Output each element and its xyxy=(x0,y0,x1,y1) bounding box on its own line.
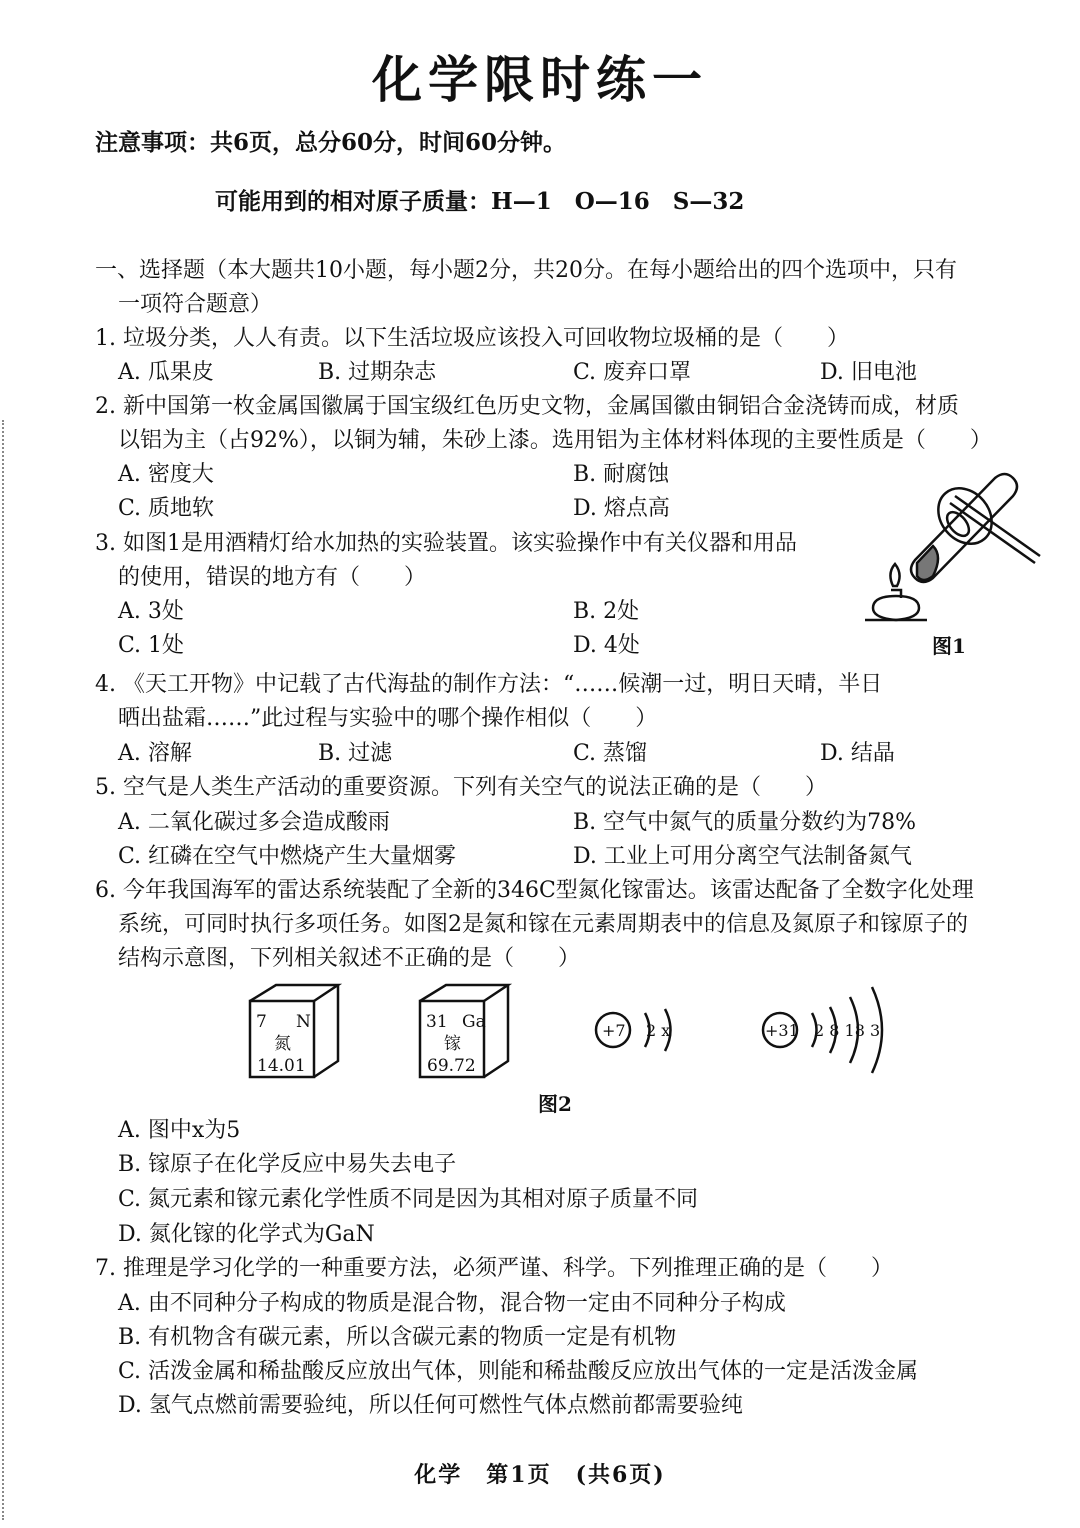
q1-option-c: C. 废弃口罩 xyxy=(573,360,692,385)
notice: 注意事项：共6页，总分60分，时间60分钟。 xyxy=(95,129,567,156)
ga-atomic-number: 31 xyxy=(426,1012,448,1032)
question-2-stem: 2. 新中国第一枚金属国徽属于国宝级红色历史文物，金属国徽由铜铝合金浇铸而成，材质 xyxy=(95,394,959,419)
n-symbol: N xyxy=(296,1012,311,1032)
question-5-stem: 5. 空气是人类生产活动的重要资源。下列有关空气的说法正确的是（ ） xyxy=(95,775,827,800)
n-nucleus-charge: +7 xyxy=(602,1021,626,1040)
q7-option-c: C. 活泼金属和稀盐酸反应放出气体，则能和稀盐酸反应放出气体的一定是活泼金属 xyxy=(118,1359,919,1384)
q3-option-d: D. 4处 xyxy=(573,633,640,658)
q5-option-c: C. 红磷在空气中燃烧产生大量烟雾 xyxy=(118,844,457,869)
q7-option-a: A. 由不同种分子构成的物质是混合物，混合物一定由不同种分子构成 xyxy=(118,1291,786,1316)
q3-option-b: B. 2处 xyxy=(573,599,640,624)
question-1-stem: 1. 垃圾分类，人人有责。以下生活垃圾应该投入可回收物垃圾桶的是（ ） xyxy=(95,326,849,351)
q4-option-b: B. 过滤 xyxy=(318,741,393,766)
page-title: 化学限时练一 xyxy=(372,50,708,109)
binding-margin xyxy=(2,420,4,1520)
alcohol-lamp xyxy=(873,596,919,620)
q3-option-c: C. 1处 xyxy=(118,633,185,658)
clamp-ring xyxy=(927,478,1002,555)
q6-option-a: A. 图中x为5 xyxy=(118,1118,241,1143)
q2-option-a: A. 密度大 xyxy=(118,462,214,487)
q2-option-c: C. 质地软 xyxy=(118,496,215,521)
n-electrons: 2 x xyxy=(646,1021,671,1040)
section-heading: 一、选择题（本大题共10小题，每小题2分，共20分。在每小题给出的四个选项中，只有 xyxy=(95,258,957,283)
ga-name: 镓 xyxy=(444,1034,461,1054)
atomic-masses: 可能用到的相对原子质量：H—1 O—16 S—32 xyxy=(215,188,745,215)
page-footer: 化学 第1页 (共6页) xyxy=(414,1462,666,1488)
q6-option-c: C. 氮元素和镓元素化学性质不同是因为其相对原子质量不同 xyxy=(118,1187,699,1212)
question-6-stem-cont2: 结构示意图，下列相关叙述不正确的是（ ） xyxy=(118,946,581,971)
question-4-stem: 4. 《天工开物》中记载了古代海盐的制作方法：“……候潮一过，明日天晴，半日 xyxy=(95,672,883,697)
question-2-stem-cont: 以铝为主（占92%），以铜为辅，朱砂上漆。选用铝为主体材料体现的主要性质是（ ） xyxy=(118,428,992,453)
q3-option-a: A. 3处 xyxy=(118,599,184,624)
q4-option-d: D. 结晶 xyxy=(820,741,895,766)
figure-2 xyxy=(230,975,910,1085)
q6-option-b: B. 镓原子在化学反应中易失去电子 xyxy=(118,1152,457,1177)
n-mass: 14.01 xyxy=(257,1056,306,1076)
figure-2-label: 图2 xyxy=(538,1092,572,1116)
ga-nucleus-charge: +31 xyxy=(765,1021,799,1040)
q2-option-d: D. 熔点高 xyxy=(573,496,670,521)
question-4-stem-cont: 晒出盐霜……”此过程与实验中的哪个操作相似（ ） xyxy=(118,706,658,731)
question-3-stem: 3. 如图1是用酒精灯给水加热的实验装置。该实验操作中有关仪器和用品 xyxy=(95,531,797,556)
section-heading-cont: 一项符合题意） xyxy=(118,292,273,317)
q4-option-c: C. 蒸馏 xyxy=(573,741,648,766)
question-6-stem: 6. 今年我国海军的雷达系统装配了全新的346C型氮化镓雷达。该雷达配备了全数字化处理 xyxy=(95,878,974,903)
question-7-stem: 7. 推理是学习化学的一种重要方法，必须严谨、科学。下列推理正确的是（ ） xyxy=(95,1256,893,1281)
ga-symbol: Ga xyxy=(462,1012,486,1032)
question-3-stem-cont: 的使用，错误的地方有（ ） xyxy=(118,565,427,590)
q1-option-a: A. 瓜果皮 xyxy=(118,360,214,385)
q5-option-d: D. 工业上可用分离空气法制备氮气 xyxy=(573,844,912,869)
question-6-stem-cont: 系统，可同时执行多项任务。如图2是氮和镓在元素周期表中的信息及氮原子和镓原子的 xyxy=(118,912,968,937)
n-atomic-number: 7 xyxy=(256,1012,267,1032)
q1-option-b: B. 过期杂志 xyxy=(318,360,437,385)
q2-option-b: B. 耐腐蚀 xyxy=(573,462,670,487)
ga-electrons: 2 8 18 3 xyxy=(814,1021,881,1040)
q7-option-b: B. 有机物含有碳元素，所以含碳元素的物质一定是有机物 xyxy=(118,1325,677,1350)
figure-1-apparatus xyxy=(855,468,1045,628)
q1-option-d: D. 旧电池 xyxy=(820,360,917,385)
q5-option-b: B. 空气中氮气的质量分数约为78% xyxy=(573,810,917,835)
figure-1-label: 图1 xyxy=(932,634,966,658)
ga-mass: 69.72 xyxy=(427,1056,476,1076)
q5-option-a: A. 二氧化碳过多会造成酸雨 xyxy=(118,810,390,835)
q6-option-d: D. 氮化镓的化学式为GaN xyxy=(118,1222,375,1247)
n-name: 氮 xyxy=(274,1034,291,1054)
q7-option-d: D. 氢气点燃前需要验纯，所以任何可燃性气体点燃前都需要验纯 xyxy=(118,1393,743,1418)
lamp-flame xyxy=(890,564,899,586)
q4-option-a: A. 溶解 xyxy=(118,741,192,766)
